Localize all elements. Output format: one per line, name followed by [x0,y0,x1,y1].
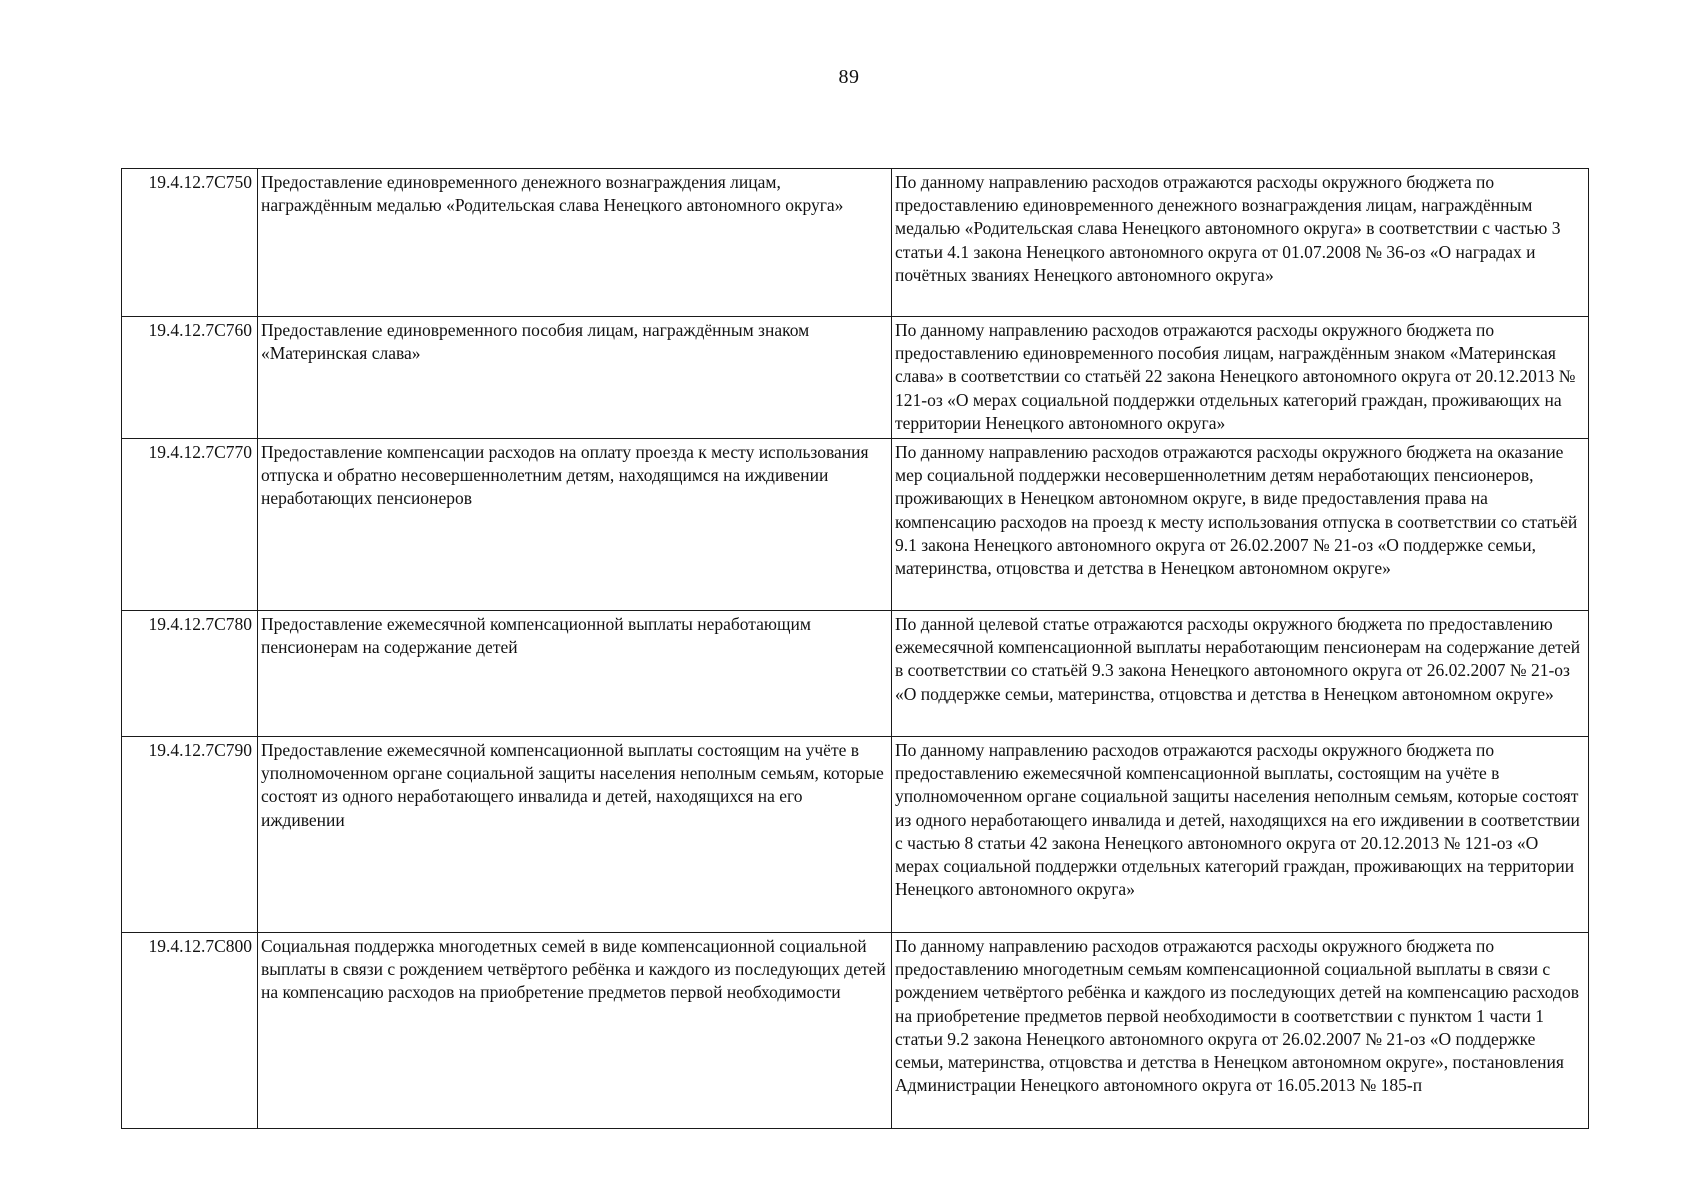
code-cell: 19.4.12.7С760 [122,317,258,439]
description-cell: По данному направлению расходов отражаются расходы окружного бюджета по предоставлению единовременного пособия лицам, награждённым знаком «Материнская слава» в соответствии со статьёй 22 закона Ненецкого автономного округа от 20.12.2013 № 121-оз «О мерах социальной поддержки отдельных категорий граждан, проживающих на территории Ненецкого автономного округа» [892,317,1589,439]
table-row [122,169,1589,317]
code-cell: 19.4.12.7С780 [122,611,258,737]
table-row [122,317,1589,439]
table-row [122,439,1589,611]
code-cell: 19.4.12.7С800 [122,933,258,1129]
name-cell: Предоставление единовременного пособия лицам, награждённым знаком «Материнская слава» [258,317,892,439]
name-cell: Предоставление единовременного денежного вознаграждения лицам, награждённым медалью «Родительская слава Ненецкого автономного округа» [258,169,892,317]
name-cell: Предоставление компенсации расходов на оплату проезда к месту использования отпуска и обратно несовершеннолетним детям, находящимся на иждивении неработающих пенсионеров [258,439,892,611]
table-row [122,611,1589,737]
description-cell: По данному направлению расходов отражаются расходы окружного бюджета на оказание мер социальной поддержки несовершеннолетним детям неработающих пенсионеров, проживающих в Ненецком автономном округе, в виде предоставления права на компенсацию расходов на проезд к месту использования отпуска в соответствии со статьёй 9.1 закона Ненецкого автономного округа от 26.02.2007 № 21-оз «О поддержке семьи, материнства, отцовства и детства в Ненецком автономном округе» [892,439,1589,611]
table-row [122,933,1589,1129]
page-number: 89 [838,66,860,88]
code-cell: 19.4.12.7С770 [122,439,258,611]
description-cell: По данному направлению расходов отражаются расходы окружного бюджета по предоставлению многодетным семьям компенсационной социальной выплаты в связи с рождением четвёртого ребёнка и каждого из последующих детей на компенсацию расходов на приобретение предметов первой необходимости в соответствии с пунктом 1 части 1 статьи 9.2 закона Ненецкого автономного округа от 26.02.2007 № 21-оз «О поддержке семьи, материнства, отцовства и детства в Ненецком автономном округе», постановления Администрации Ненецкого автономного округа от 16.05.2013 № 185-п [892,933,1589,1129]
name-cell: Социальная поддержка многодетных семей в виде компенсационной социальной выплаты в связи с рождением четвёртого ребёнка и каждого из последующих детей на компенсацию расходов на приобретение предметов первой необходимости [258,933,892,1129]
description-cell: По данной целевой статье отражаются расходы окружного бюджета по предоставлению ежемесячной компенсационной выплаты неработающим пенсионерам на содержание детей в соответствии со статьёй 9.3 закона Ненецкого автономного округа от 26.02.2007 № 21-оз «О поддержке семьи, материнства, отцовства и детства в Ненецком автономном округе» [892,611,1589,737]
name-cell: Предоставление ежемесячной компенсационной выплаты неработающим пенсионерам на содержание детей [258,611,892,737]
description-cell: По данному направлению расходов отражаются расходы окружного бюджета по предоставлению единовременного денежного вознаграждения лицам, награждённым медалью «Родительская слава Ненецкого автономного округа» в соответствии с частью 3 статьи 4.1 закона Ненецкого автономного округа от 01.07.2008 № 36-оз «О наградах и почётных званиях Ненецкого автономного округа» [892,169,1589,317]
table-row [122,737,1589,933]
description-cell: По данному направлению расходов отражаются расходы окружного бюджета по предоставлению ежемесячной компенсационной выплаты, состоящим на учёте в уполномоченном органе социальной защиты населения неполным семьям, которые состоят из одного неработающего инвалида и детей, находящихся на его иждивении в соответствии с частью 8 статьи 42 закона Ненецкого автономного округа от 20.12.2013 № 121-оз «О мерах социальной поддержки отдельных категорий граждан, проживающих на территории Ненецкого автономного округа» [892,737,1589,933]
code-cell: 19.4.12.7С750 [122,169,258,317]
code-cell: 19.4.12.7С790 [122,737,258,933]
budget-classification-table [121,168,1589,1129]
name-cell: Предоставление ежемесячной компенсационной выплаты состоящим на учёте в уполномоченном органе социальной защиты населения неполным семьям, которые состоят из одного неработающего инвалида и детей, находящихся на его иждивении [258,737,892,933]
